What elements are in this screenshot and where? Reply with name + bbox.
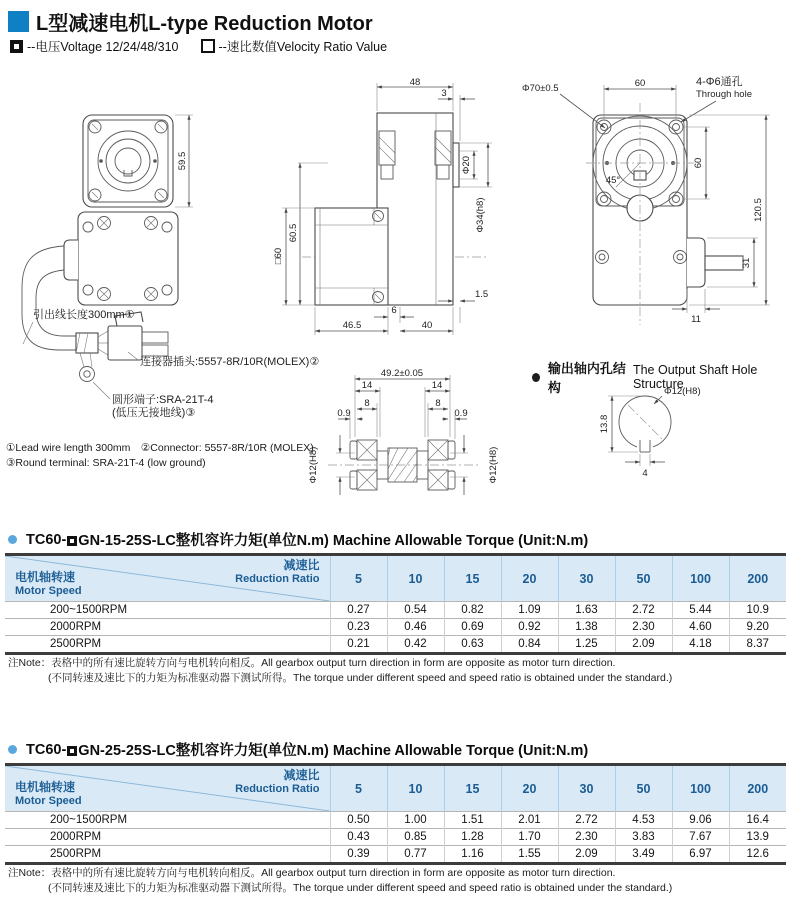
svg-text:48: 48 (409, 77, 421, 88)
row-label: 2500RPM (5, 846, 330, 864)
ratio-box-icon (201, 39, 215, 53)
ratio-header-cell: 50 (615, 555, 672, 602)
svg-text:Φ34(h8): Φ34(h8) (475, 197, 486, 233)
corner-reduction-ratio: 减速比 Reduction Ratio (235, 768, 320, 795)
value-cell: 1.00 (387, 812, 444, 829)
table-row (5, 636, 786, 654)
value-cell: 0.21 (330, 636, 387, 654)
value-cell: 1.16 (444, 846, 501, 864)
table-row (5, 619, 786, 636)
note-line-2: (不同转速及速比下的力矩为标准驱动器下测试所得。The torque under different speed and speed ratio is obtained under the standard.) (48, 882, 673, 894)
terminal-label-2: (低压无接地线)③ (112, 407, 196, 419)
value-cell: 2.09 (558, 846, 615, 864)
svg-text:60.5: 60.5 (288, 223, 299, 243)
note-line-1: 注Note：表格中的所有速比旋转方向与电机转向相反。All gearbox output turn direction in form are opposite as motor turn direction. (8, 867, 616, 879)
svg-text:Φ12(H8): Φ12(H8) (664, 386, 701, 397)
value-cell: 0.39 (330, 846, 387, 864)
svg-text:31: 31 (741, 257, 752, 269)
value-cell: 0.50 (330, 812, 387, 829)
value-cell: 9.06 (672, 812, 729, 829)
ratio-header-cell: 20 (501, 765, 558, 812)
legend-voltage: --电压Voltage 12/24/48/310 (27, 40, 179, 54)
corner-reduction-ratio: 减速比 Reduction Ratio (235, 558, 320, 585)
ratio-header-cell: 200 (729, 765, 786, 812)
svg-text:13.8: 13.8 (599, 414, 610, 434)
svg-text:120.5: 120.5 (753, 198, 764, 222)
ratio-header-cell: 15 (444, 555, 501, 602)
connector-label: 连接器插头:5557-8R/10R(MOLEX)② (140, 356, 320, 368)
bullet-icon (8, 745, 17, 754)
ratio-header-cell: 5 (330, 765, 387, 812)
drawing-footnotes (6, 441, 314, 471)
side-view-drawing (270, 75, 520, 345)
svg-text:1.5: 1.5 (475, 289, 489, 300)
value-cell: 1.09 (501, 602, 558, 619)
value-cell: 1.63 (558, 602, 615, 619)
value-cell: 9.20 (729, 619, 786, 636)
row-label: 200~1500RPM (5, 602, 330, 619)
ratio-header-cell: 30 (558, 765, 615, 812)
value-cell: 8.37 (729, 636, 786, 654)
value-cell: 16.4 (729, 812, 786, 829)
value-cell: 1.38 (558, 619, 615, 636)
svg-text:Φ12(H8): Φ12(H8) (308, 446, 319, 484)
footnote-1: ①Lead wire length 300mm ②Connector: 5557-8R/10R (MOLEX) (6, 442, 314, 454)
svg-text:3: 3 (441, 88, 447, 99)
ratio-header-cell: 100 (672, 555, 729, 602)
svg-text:14: 14 (361, 380, 373, 391)
corner-header-cell (5, 555, 330, 602)
shaft-hole-drawing (530, 382, 790, 492)
value-cell: 0.85 (387, 829, 444, 846)
value-cell: 4.60 (672, 619, 729, 636)
value-cell: 0.63 (444, 636, 501, 654)
value-cell: 0.42 (387, 636, 444, 654)
value-cell: 3.83 (615, 829, 672, 846)
svg-text:Φ20: Φ20 (461, 155, 472, 175)
page-title: L型减速电机L-type Reduction Motor (36, 13, 373, 35)
ratio-header-cell: 200 (729, 555, 786, 602)
value-cell: 1.55 (501, 846, 558, 864)
value-cell: 7.67 (672, 829, 729, 846)
table-2-title-suffix: GN-25-25S-LC整机容许力矩(单位N.m) Machine Allowable Torque (Unit:N.m) (78, 743, 589, 759)
table-row (5, 602, 786, 619)
ratio-header-cell: 20 (501, 555, 558, 602)
value-cell: 0.82 (444, 602, 501, 619)
svg-text:Φ12(H8): Φ12(H8) (488, 446, 499, 484)
svg-text:14: 14 (431, 380, 443, 391)
shaft-hole-heading-en: The Output Shaft Hole Structure (632, 363, 758, 391)
value-cell: 10.9 (729, 602, 786, 619)
svg-text:6: 6 (391, 305, 397, 316)
table-row (5, 829, 786, 846)
value-cell: 2.72 (615, 602, 672, 619)
svg-text:Φ70±0.5: Φ70±0.5 (522, 83, 559, 94)
ratio-header-cell: 30 (558, 555, 615, 602)
svg-text:8: 8 (435, 398, 441, 409)
svg-text:60: 60 (693, 157, 704, 169)
rear-view-drawing (520, 75, 790, 350)
value-cell: 6.97 (672, 846, 729, 864)
value-cell: 2.72 (558, 812, 615, 829)
table-2-title (8, 739, 588, 760)
lead-wire-label: 引出线长度300mm① (33, 309, 135, 321)
svg-text:40: 40 (421, 320, 433, 331)
ratio-header-cell: 10 (387, 555, 444, 602)
voltage-box-icon (10, 40, 23, 53)
row-label: 200~1500RPM (5, 812, 330, 829)
value-cell: 0.54 (387, 602, 444, 619)
value-cell: 0.69 (444, 619, 501, 636)
shaft-hole-heading-cn: 输出轴内孔结构 (547, 361, 626, 395)
corner-motor-speed: 电机轴转速 Motor Speed (15, 570, 82, 597)
footnote-2: ③Round terminal: SRA-21T-4 (low ground) (6, 457, 206, 469)
terminal-label-1: 圆形端子:SRA-21T-4 (112, 394, 214, 406)
table-2-note (8, 866, 672, 896)
corner-header-cell (5, 765, 330, 812)
value-cell: 0.84 (501, 636, 558, 654)
value-cell: 5.44 (672, 602, 729, 619)
value-cell: 2.30 (558, 829, 615, 846)
note-line-1: 注Note：表格中的所有速比旋转方向与电机转向相反。All gearbox output turn direction in form are opposite as motor turn direction. (8, 657, 616, 669)
page-header (8, 7, 373, 36)
legend (10, 37, 387, 55)
ratio-header-cell: 50 (615, 765, 672, 812)
table-1-title-prefix: TC60- (26, 531, 67, 548)
svg-text:0.9: 0.9 (454, 408, 468, 419)
svg-text:11: 11 (691, 314, 701, 325)
value-cell: 2.30 (615, 619, 672, 636)
bullet-icon (532, 373, 540, 382)
svg-text:0.9: 0.9 (337, 408, 351, 419)
value-cell: 1.28 (444, 829, 501, 846)
table-1-title (8, 529, 588, 550)
table-row (5, 846, 786, 864)
value-cell: 13.9 (729, 829, 786, 846)
svg-text:49.2±0.05: 49.2±0.05 (380, 368, 424, 379)
ratio-header-cell: 100 (672, 765, 729, 812)
legend-ratio: --速比数值Velocity Ratio Value (218, 40, 388, 54)
value-cell: 4.18 (672, 636, 729, 654)
row-label: 2000RPM (5, 619, 330, 636)
table-row (5, 812, 786, 829)
svg-text:60: 60 (634, 78, 646, 89)
corner-motor-speed: 电机轴转速 Motor Speed (15, 780, 82, 807)
value-cell: 0.43 (330, 829, 387, 846)
ratio-header-cell: 5 (330, 555, 387, 602)
table-1-title-suffix: GN-15-25S-LC整机容许力矩(单位N.m) Machine Allowable Torque (Unit:N.m) (78, 533, 589, 549)
ratio-header-cell: 10 (387, 765, 444, 812)
value-cell: 1.51 (444, 812, 501, 829)
value-cell: 4.53 (615, 812, 672, 829)
ratio-header-cell: 15 (444, 765, 501, 812)
note-line-2: (不同转速及速比下的力矩为标准驱动器下测试所得。The torque under different speed and speed ratio is obtained under the standard.) (48, 672, 673, 684)
value-cell: 1.70 (501, 829, 558, 846)
value-cell: 0.46 (387, 619, 444, 636)
section-marker-icon (8, 11, 29, 32)
bullet-icon (8, 535, 17, 544)
svg-text:4: 4 (642, 468, 648, 479)
voltage-box-icon (67, 536, 77, 546)
svg-text:□60: □60 (273, 247, 284, 265)
value-cell: 3.49 (615, 846, 672, 864)
torque-table-1 (5, 553, 786, 655)
value-cell: 1.25 (558, 636, 615, 654)
dim-label: 59.5 (177, 151, 188, 171)
table-1-note (8, 656, 672, 686)
svg-text:8: 8 (364, 398, 370, 409)
row-label: 2000RPM (5, 829, 330, 846)
value-cell: 2.01 (501, 812, 558, 829)
table-2-title-prefix: TC60- (26, 741, 67, 758)
value-cell: 0.23 (330, 619, 387, 636)
value-cell: 12.6 (729, 846, 786, 864)
value-cell: 2.09 (615, 636, 672, 654)
shaft-section-drawing (300, 345, 520, 510)
voltage-box-icon (67, 746, 77, 756)
svg-text:46.5: 46.5 (342, 320, 362, 331)
value-cell: 0.27 (330, 602, 387, 619)
row-label: 2500RPM (5, 636, 330, 654)
value-cell: 0.92 (501, 619, 558, 636)
svg-text:4-Φ6通孔: 4-Φ6通孔 (696, 76, 743, 88)
svg-text:Through hole: Through hole (696, 89, 752, 100)
value-cell: 0.77 (387, 846, 444, 864)
torque-table-2 (5, 763, 786, 865)
svg-text:45°: 45° (605, 175, 621, 186)
